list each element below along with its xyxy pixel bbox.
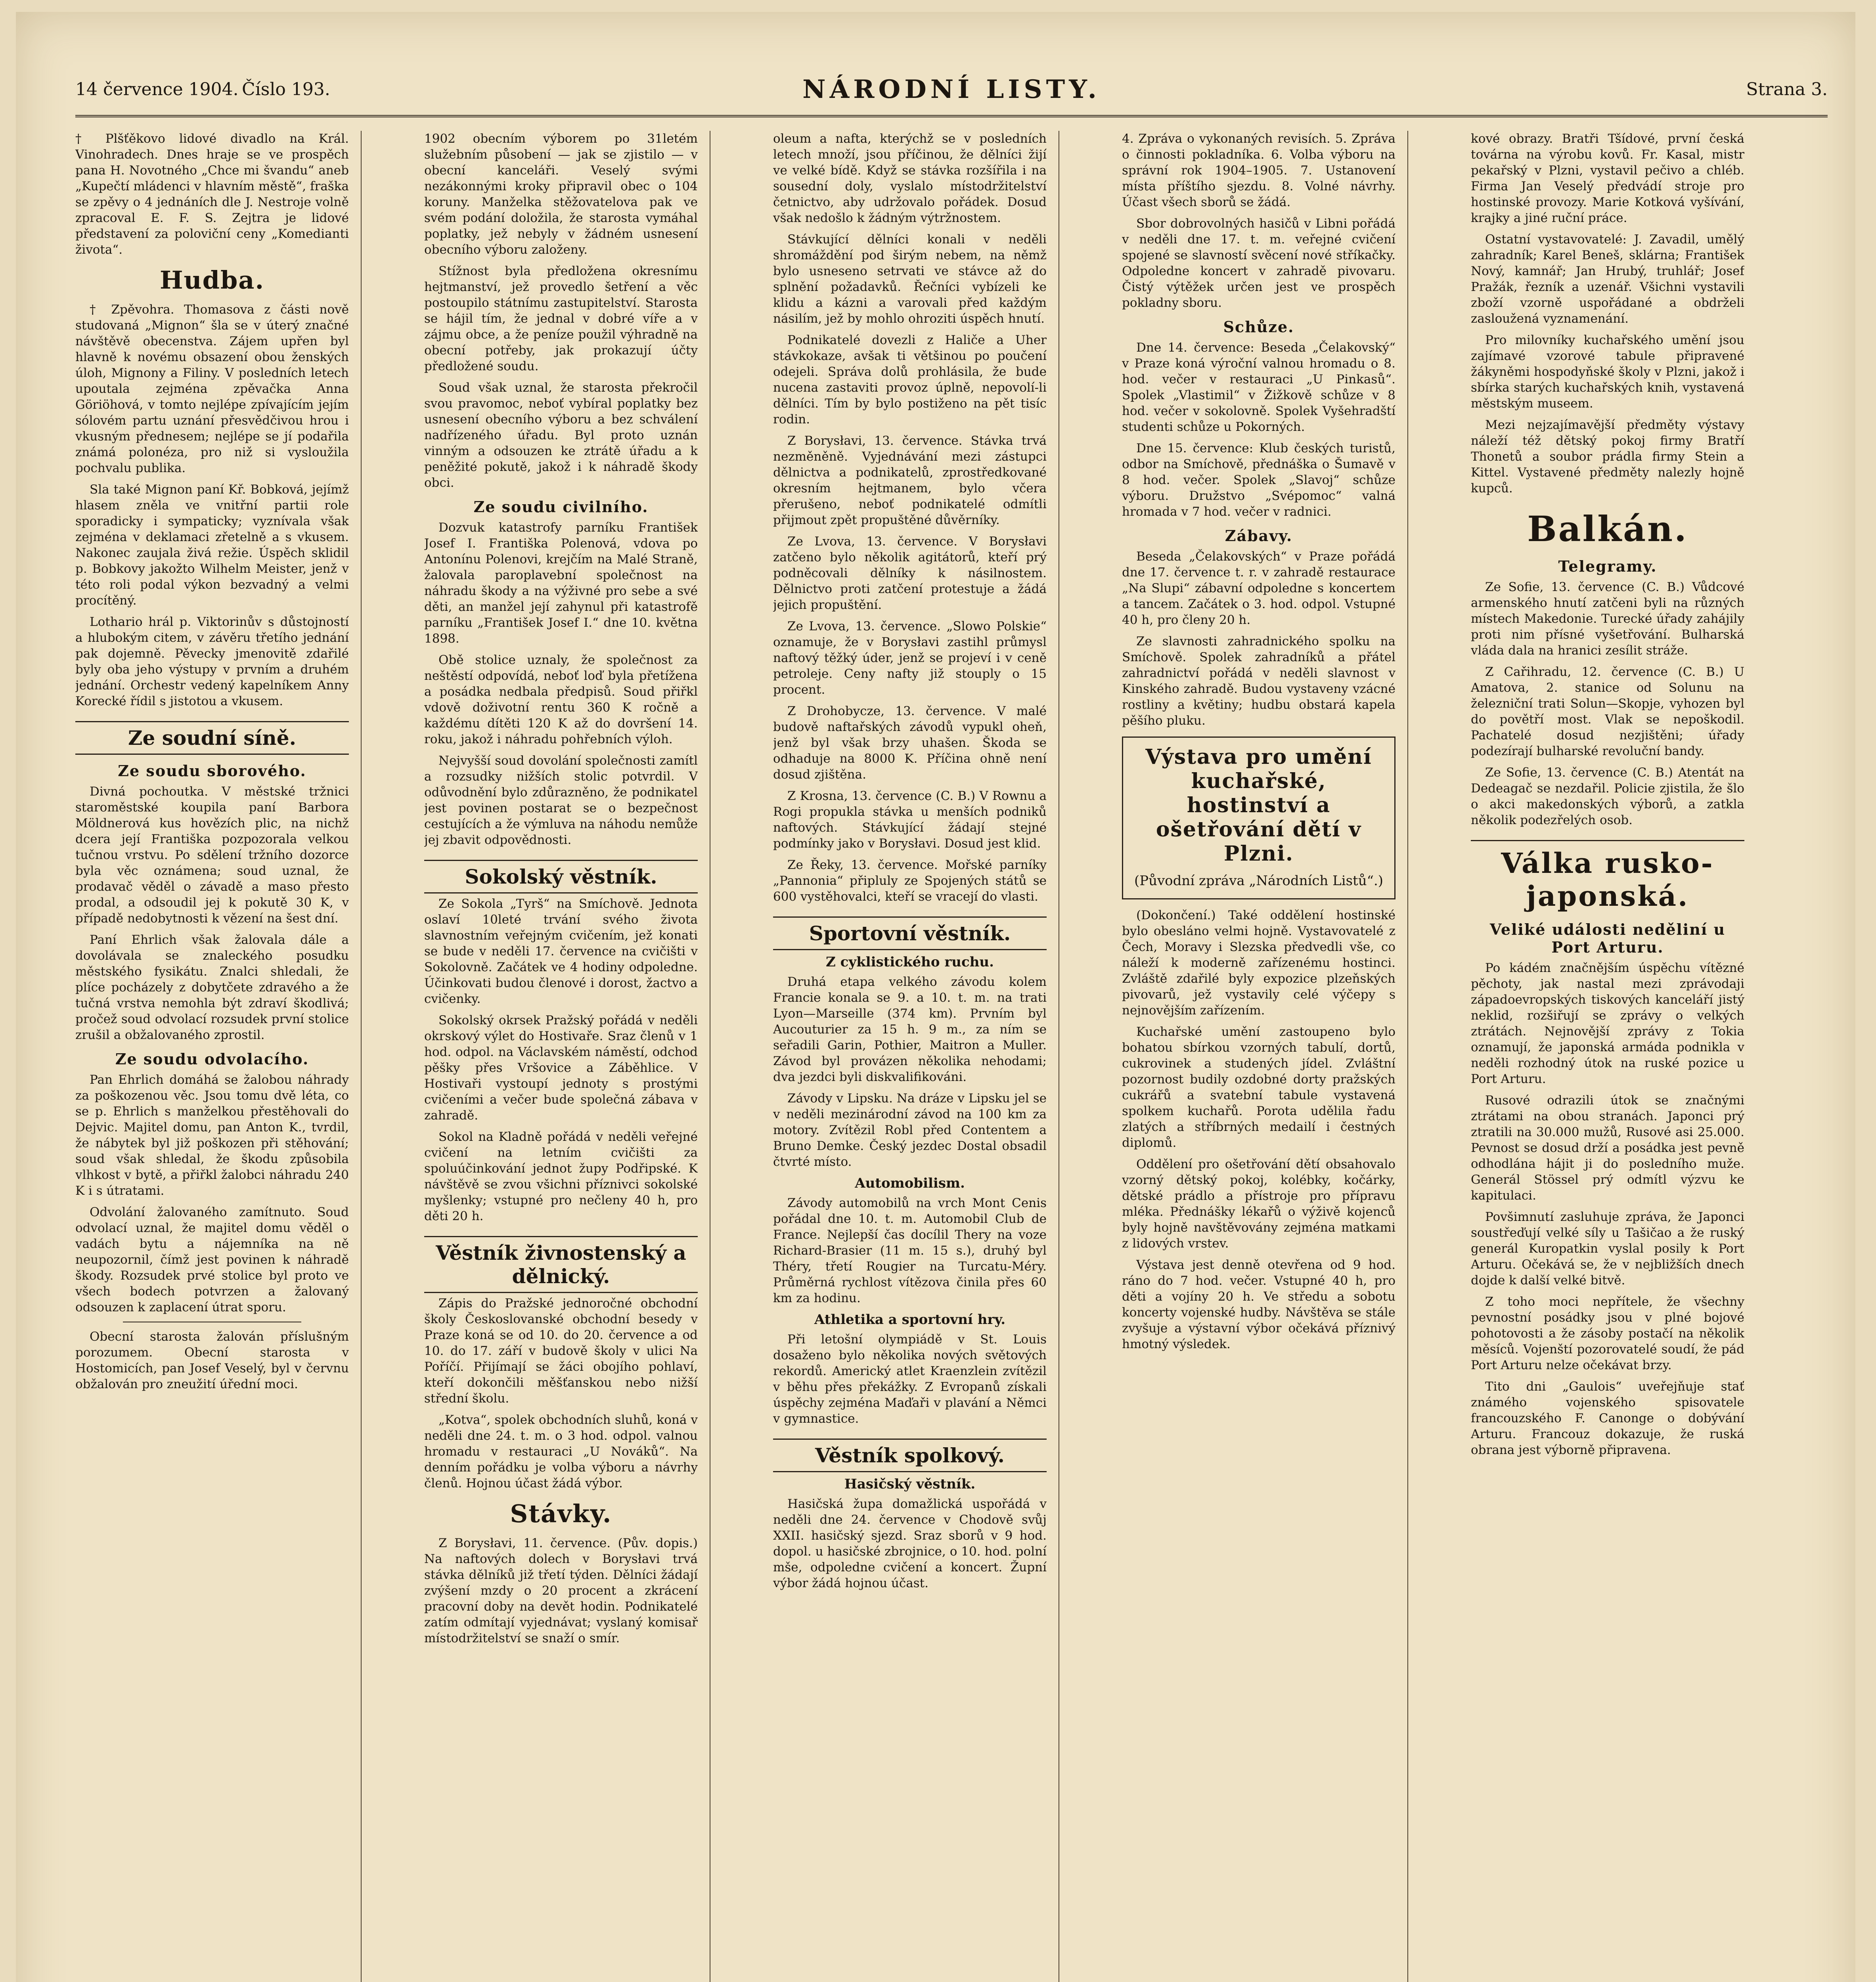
column-rule	[361, 131, 362, 1982]
issue-date: 14 července 1904.	[75, 79, 239, 99]
article-text: Sbor dobrovolných hasičů v Libni pořádá v neděli dne 17. t. m. veřejné cvičení spojené se slavností svěcení nové stříkačky. Odpoledne koncert v zahradě pivovaru. Čistý výtěžek určen jest ve prospěch pokladny sboru.	[1122, 216, 1396, 310]
newspaper-page	[16, 12, 1855, 1982]
article-text: Sokolský okrsek Pražský pořádá v neděli okrskový výlet do Hostivaře. Sraz členů v 1 hod. odpol. na Václavském náměstí, odchod pěšky přes Vršovice a Záběhlice. V Hostivaři vystoupí jednoty s prostými cvičeními a večer bude společná zábava v zahradě.	[424, 1013, 698, 1123]
section-heading-meetings: Schůze.	[1223, 318, 1294, 336]
column-4	[1122, 131, 1396, 1982]
subheading: Automobilism.	[855, 1175, 965, 1191]
article-text: Z toho moci nepřítele, že všechny pevnostní posádky jsou v plné bojové pohotovosti a že zásoby postačí na několik měsíců. Vojenští pozorovatelé soudí, že pád Port Arturu nelze očekávat brzy.	[1471, 1295, 1744, 1372]
section-heading-sokol: Sokolský věstník.	[424, 860, 698, 893]
subheading: Z cyklistického ruchu.	[825, 954, 994, 970]
article-text: Výstava jest denně otevřena od 9 hod. ráno do 7 hod. večer. Vstupné 40 h, pro děti a vojíny 20 h. Ve středu a sobotu koncerty vojenské hudby. Návštěva se stále zvyšuje a výstavní výbor očekává příznivý hmotný výsledek.	[1122, 1258, 1396, 1351]
article-text: Oddělení pro ošetřování dětí obsahovalo vzorný dětský pokoj, kolébky, kočárky, dětské prádlo a přístroje pro přípravu mléka. Přednášky lékařů o výživě kojenců byly hojně navštěvovány zejména matkami z lidových vrstev.	[1122, 1157, 1396, 1251]
article-text: Paní Ehrlich však žalovala dále a dovolávala se znaleckého posudku městského fysikátu. Znalci shledali, že plíce pocházely z dobytčete zdravého a že tučná vrstva nemohla být zdraví škodlivá; pročež soud odvolací rozsudek první stolice zrušil a obžalovaného zprostil.	[75, 933, 349, 1042]
article-text: 1902 obecním výborem po 31letém služebním působení — jak se zjistilo — v obecní kanceláři. Veselý svými nezákonnými kroky připravil obec o 104 koruny. Manželka stěžovatelova pak ve svém podání doložila, že starosta vymáhal poplatky, jež nebyly v žádném usnesení obecního výboru založeny.	[424, 132, 698, 257]
article-text: Dne 14. července: Beseda „Čelakovský“ v Praze koná výroční valnou hromadu o 8. hod. večer v restauraci „U Pinkasů“. Spolek „Vlastimil“ v Žižkově schůze v 8 hod. večer v sokolovně. Spolek Vyšehradští studenti schůze u Pokorných.	[1122, 341, 1396, 434]
article-text: Ostatní vystavovatelé: J. Zavadil, umělý zahradník; Karel Beneš, sklárna; František Nový, kamnář; Jan Hrubý, truhlář; Josef Pražák, řezník a uzenář. Všichni vystavili zboží vzorně uspořádané a obdrželi zasloužená vyznamenání.	[1471, 232, 1744, 326]
article-text: Ze Sokola „Tyrš“ na Smíchově. Jednota oslaví 10leté trvání svého života slavnostním veřejným cvičením, jež konati se bude v neděli 17. července na cvičišti v Sokolovně. Začátek ve 4 hodiny odpoledne. Účinkovati budou členové i dorost, žactvo a cvičenky.	[424, 897, 698, 1006]
subheading: Ze soudu odvolacího.	[115, 1050, 309, 1068]
article-text: Soud však uznal, že starosta překročil svou pravomoc, neboť vybíral poplatky bez usnesení obecního výboru a bez schválení nadřízeného úřadu. Byl proto uznán vinným a odsouzen ke ztrátě úřadu a k peněžité pokutě, jakož i k náhradě škody obci.	[424, 381, 698, 490]
column-2	[424, 131, 698, 1982]
article-text: Ze Sofie, 13. července (C. B.) Vůdcové armenského hnutí zatčeni byli na různých místech Makedonie. Turecké úřady zahájily proti nim přísné vyšetřování. Bulharská vláda dala na hranici zesílit stráže.	[1471, 580, 1744, 658]
exhibition-heading: Výstava pro umění kuchařské, hostinství a ošetřování dětí v Plzni.	[1145, 745, 1372, 866]
column-3	[773, 131, 1047, 1982]
article-text: Pro milovníky kuchařského umění jsou zajímavé vzorové tabule připravené žákyněmi hospodyňské školy v Plzni, jakož i sbírka starých kuchařských knih, vystavená městským museem.	[1471, 333, 1744, 411]
section-heading-strikes: Stávky.	[510, 1499, 612, 1528]
article-text: Lothario hrál p. Viktorinův s důstojností a hlubokým citem, v závěru třetího jednání pak dojemně. Pěvecky jmenovitě zdařilé byly oba jeho výstupy v prvním a druhém jednání. Orchestr vedený kapelníkem Anny Korecké řídil s jistotou a vkusem.	[75, 615, 349, 708]
article-text: Závody automobilů na vrch Mont Cenis pořádal dne 10. t. m. Automobil Club de France. Nejlepší čas docílil Thery na voze Richard-Brasier (11 m. 15 s.), druhý byl Théry, třetí Rougier na Turcatu-Méry. Průměrná rychlost vítězova činila přes 60 km za hodinu.	[773, 1196, 1047, 1305]
article-text: Hasičská župa domažlická uspořádá v neděli dne 24. července v Chodově svůj XXII. hasičský sjezd. Sraz sborů v 9 hod. dopol. u hasičské zbrojnice, o 10. hod. polní mše, odpoledne cvičení a koncert. Župní výbor žádá hojnou účast.	[773, 1497, 1047, 1590]
article-text: Stížnost byla předložena okresnímu hejtmanství, jež provedlo šetření a věc postoupilo státnímu zastupitelství. Starosta se hájil tím, že jednal v dobré víře a v zájmu obce, a že peníze použil výhradně na obecní potřeby, jak prokazují účty předložené soudu.	[424, 264, 698, 373]
article-text: Obě stolice uznaly, že společnost za neštěstí odpovídá, neboť loď byla přetížena a posádka nedbala předpisů. Soud přiřkl vdově doživotní rentu 360 K ročně a každému dítěti 120 K až do dovršení 14. roku, jakož i náhradu pohřebních výloh.	[424, 653, 698, 746]
section-heading-balkan: Balkán.	[1527, 508, 1688, 549]
section-heading-music: Hudba.	[159, 266, 265, 295]
article-text: Sokol na Kladně pořádá v neděli veřejné cvičení na letním cvičišti za spoluúčinkování jednot župy Podřipské. K návštěvě se zvou všichni příznivci sokolské myšlenky; vstupné pro nečleny 40 h, pro děti 20 h.	[424, 1130, 698, 1223]
article-text: Po kádém značnějším úspěchu vítězné pěchoty, jak nastal mezi zprávodaji západoevropských tiskových kanceláří jistý neklid, rozšiřují se zprávy o velkých ztrátách. Nejnovější zprávy z Tokia oznamují, že japonská armáda podnikla v neděli rozhodný útok na ruské pozice u Port Arturu.	[1471, 961, 1744, 1086]
column-5	[1471, 131, 1744, 1982]
article-text: Podnikatelé dovezli z Haliče a Uher stávkokaze, avšak ti většinou po poučení odejeli. Správa dolů prohlásila, že bude nucena zastaviti provoz úplně, nepovolí-li dělníci. Tím by bylo postiženo na pět tisíc rodin.	[773, 333, 1047, 427]
subheading: Ze soudu civilního.	[473, 498, 649, 516]
article-text: Ze Lvova, 13. července. V Borysłavi zatčeno bylo několik agitátorů, kteří prý podněcovali dělníky k násilnostem. Dělnictvo proti zatčení protestuje a žádá jejich propuštění.	[773, 534, 1047, 612]
article-text: Z Cařihradu, 12. července (C. B.) U Amatova, 2. stanice od Solunu na železniční trati Solun—Skopje, vyhozen byl do povětří most. Vlak se nepoškodil. Pachatelé dosud nezjištěni; úřady podezírají bulharské revoluční bandy.	[1471, 665, 1744, 758]
article-text: Mezi nejzajímavější předměty výstavy náleží též dětský pokoj firmy Bratří Thonetů a soubor prádla firmy Stein a Kittel. Vystavené předměty nalezly hojně kupců.	[1471, 418, 1744, 495]
column-rule	[1407, 131, 1408, 1982]
article-text: Z Borysłavi, 11. července. (Pův. dopis.) Na naftových dolech v Borysłavi trvá stávka dělníků již třetí týden. Dělníci žádají zvýšení mzdy o 20 procent a zkrácení pracovní doby na devět hodin. Podnikatelé zatím odmítají vyjednávat; vyslaný komisař místodržitelství se snaží o smír.	[424, 1536, 698, 1645]
issue-number: Číslo 193.	[242, 79, 330, 99]
page-number: Strana 3.	[1746, 79, 1828, 99]
article-text: Odvolání žalovaného zamítnuto. Soud odvolací uznal, že majitel domu věděl o vadách bytu a nájemníka na ně neupozornil, čímž jest povinen k náhradě škody. Rozsudek prvé stolice byl proto ve všech bodech potvrzen a žalovaný odsouzen k zaplacení útrat sporu.	[75, 1205, 349, 1314]
article-text: Nejvyšší soud dovolání společnosti zamítl a rozsudky nižších stolic potvrdil. V odůvodnění bylo zdůrazněno, že podnikatel jest povinen postarat se o bezpečnost cestujících a že výmluva na náhodu nemůže jej zbavit odpovědnosti.	[424, 754, 698, 847]
article-text: kové obrazy. Bratři Tšídové, první česká továrna na výrobu kovů. Fr. Kasal, mistr pekařský v Plzni, vystavil pečivo a chléb. Firma Jan Veselý předvádí stroje pro hostinské provozy. Marie Kotková vyšívání, krajky a jiné ruční práce.	[1471, 132, 1744, 225]
article-text: Rusové odrazili útok se značnými ztrátami na obou stranách. Japonci prý ztratili na 30.000 mužů, Rusové asi 25.000. Pevnost se dosud drží a posádka jest pevně odhodlána hájit ji do posledního muže. Generál Stössel prý odmítl výzvu ke kapitulaci.	[1471, 1093, 1744, 1203]
article-text: Ze Lvova, 13. července. „Slowo Polskie“ oznamuje, že v Borysłavi zastihl průmysl naftový těžký úder, jenž se projeví i v ceně petroleje. Ceny nafty již stouply o 15 procent.	[773, 619, 1047, 697]
article-text: Beseda „Čelakovských“ v Praze pořádá dne 17. července t. r. v zahradě restaurace „Na Slupi“ zábavní odpoledne s koncertem a tancem. Začátek o 3. hod. odpol. Vstupné 40 h, pro členy 20 h.	[1122, 549, 1396, 627]
article-text: Z Krosna, 13. července (C. B.) V Rownu a Rogi propukla stávka u menších podniků naftových. Stávkující žádají stejné podmínky jako v Borysłavi. Dosud jest klid.	[773, 789, 1047, 851]
article-text: Ze Sofie, 13. července (C. B.) Atentát na Dedeagač se nezdařil. Policie zjistila, že šlo o akci makedonských výborů, a zatkla několik podezřelých osob.	[1471, 765, 1744, 827]
section-heading-sport: Sportovní věstník.	[773, 916, 1047, 950]
subheading: Hasičský věstník.	[844, 1476, 976, 1492]
article-text: 4. Zpráva o vykonaných revisích. 5. Zpráva o činnosti pokladníka. 6. Volba výboru na správní rok 1904–1905. 7. Ustanovení místa příštího sjezdu. 8. Volné návrhy. Účast všech sborů se žádá.	[1122, 132, 1396, 209]
article-text: Závody v Lipsku. Na dráze v Lipsku jel se v neděli mezinárodní závod na 100 km za motory. Zvítězil Robl před Contentem a Bruno Demke. Český jezdec Dostal obsadil čtvrté místo.	[773, 1091, 1047, 1169]
article-text: „Kotva“, spolek obchodních sluhů, koná v neděli dne 24. t. m. o 3 hod. odpol. valnou hromadu v restauraci „U Nováků“. Na denním pořádku je volba výboru a návrhy členů. Hojnou účast žádá výbor.	[424, 1413, 698, 1490]
article-text: Zápis do Pražské jednoročné obchodní školy Českoslovanské obchodní besedy v Praze koná se od 10. do 20. července a od 10. do 17. září v budově školy v ulici Na Poříčí. Přijímají se žáci obojího pohlaví, kteří dokončili měšťanskou nebo nižší střední školu.	[424, 1296, 698, 1406]
masthead	[75, 71, 1828, 117]
article-text: Povšimnutí zasluhuje zpráva, že Japonci soustřeďují velké síly u Tašičao a že ruský generál Kuropatkin vyslal posily k Port Arturu. Očekává se, že v nejbližších dnech dojde k další velké bitvě.	[1471, 1210, 1744, 1288]
article-text: Kuchařské umění zastoupeno bylo bohatou sbírkou vzorných tabulí, dortů, cukrovinek a studených jídel. Zvláštní pozornost budily ozdobné dorty pražských cukrářů a svatební tabule vystavená spolkem kuchařů. Porota udělila řadu zlatých a stříbrných medailí i čestných diplomů.	[1122, 1025, 1396, 1150]
subheading: Telegramy.	[1558, 557, 1657, 575]
section-heading-entertainment: Zábavy.	[1225, 527, 1293, 545]
article-text: Druhá etapa velkého závodu kolem Francie konala se 9. a 10. t. m. na trati Lyon—Marseille (374 km). Prvním byl Aucouturier za 15 h. 9 m., za ním se seřadili Garin, Pothier, Maitron a Muller. Závod byl provázen několika nehodami; dva jezdci byli diskvalifikováni.	[773, 975, 1047, 1084]
subheading: Veliké události neděliní u Port Arturu.	[1489, 920, 1726, 956]
column-1	[75, 131, 349, 1982]
article-text: Stávkující dělníci konali v neděli shromáždění pod širým nebem, na němž bylo usneseno setrvati ve stávce až do splnění požadavků. Řečníci vybízeli ke klidu a kázni a varovali před každým násilím, jež by mohlo ohroziti úspěch hnutí.	[773, 232, 1047, 326]
article-text: oleum a nafta, kterýchž se v posledních letech množí, jsou příčinou, že dělníci žijí ve velké bídě. Když se stávka rozšířila i na sousední doly, vyslalo místodržitelství četnictvo, aby udržovalo pořádek. Dosud však nedošlo k žádným výtržnostem.	[773, 132, 1047, 225]
article-text: Sla také Mignon paní Kř. Bobková, jejímž hlasem zněla ve vnitřní partii role sporadicky i sympaticky; vyznívala však zejména v deklamaci zřetelně a s vkusem. Nakonec zaujala živá režie. Úspěch sklidil p. Bobkovy jakožto Wilhelm Meister, jenž v této roli podal výkon bezvadný a velmi procítěný.	[75, 482, 349, 608]
section-heading-trade: Věstník živnostenský a dělnický.	[424, 1236, 698, 1293]
article-text: Z Drohobycze, 13. července. V malé budově naftařských závodů vypukl oheň, jenž byl však brzy uhašen. Škoda se odhaduje na 8000 K. Příčina ohně není dosud zjištěna.	[773, 704, 1047, 782]
article-text: Z Borysłavi, 13. července. Stávka trvá nezměněně. Vyjednávání mezi zástupci dělnictva a podnikatelů, zprostředkované okresním hejtmanem, bylo včera přerušeno, neboť podnikatelé odmítli přijmout zpět propuštěné důvěrníky.	[773, 434, 1047, 527]
section-heading-courts: Ze soudní síně.	[75, 721, 349, 755]
exhibition-box	[1122, 737, 1396, 899]
subheading: Athletika a sportovní hry.	[814, 1312, 1006, 1328]
article-text: Dne 15. července: Klub českých turistů, odbor na Smíchově, přednáška o Šumavě v 8 hod. večer. Spolek „Slavoj“ schůze výboru. Družstvo „Svépomoc“ valná hromada v 7 hod. večer v radnici.	[1122, 441, 1396, 519]
article-text: Při letošní olympiádě v St. Louis dosaženo bylo několika nových světových rekordů. Americký atlet Kraenzlein zvítězil v běhu přes překážky. Z Evropanů získali úspěchy zejména Maďaři v plavání a Němci v gymnastice.	[773, 1332, 1047, 1426]
article-text: † Zpěvohra. Thomasova z části nově studovaná „Mignon“ šla se v úterý značné návštěvě obecenstva. Zájem upřen byl hlavně k novému obsazení obou ženských úloh, Mignony a Filiny. V posledních letech upoutala zejména zpěvačka Anna Göriöhová, v tomto nejlépe zpívajícím jejím sólovém partu uznání přesvědčivou hrou i vkusným přednesem; nejlépe se jí podařila známá polonéza, pro niž si vysloužila pochvalu publika.	[75, 302, 349, 475]
article-text: Divná pochoutka. V městské tržnici staroměstské koupila paní Barbora Möldnerová kus hovězích plic, na nichž dcera její Františka pozpozorala velkou tučnou vrstvu. Po sdělení tržního dozorce byla věc oznámena; soud uznal, že prodavač věděl o závadě a maso přesto prodal, a odsoudil jej k pokutě 30 K, v případě nedobytnosti k vězení na šest dní.	[75, 784, 349, 926]
article-text: (Dokončení.) Také oddělení hostinské bylo obesláno velmi hojně. Vystavovatelé z Čech, Moravy i Slezska předvedli vše, co náleží k moderně zařízenému hostinci. Zvláště zdařilé byly expozice plzeňských pivovarů, jež vystavily celé výčepy s nejnovějším zařízením.	[1122, 908, 1396, 1018]
paper-title: NÁRODNÍ LISTY.	[802, 75, 1101, 104]
article-text: Obecní starosta žalován příslušným porozumem. Obecní starosta v Hostomicích, pan Josef Veselý, byl v červnu obžalován pro zneužití úřední moci.	[75, 1330, 349, 1391]
article-text: Tito dni „Gaulois“ uveřejňuje stať známého vojenského spisovatele francouzského F. Canonge o dobývání Arturu. Francouz dokazuje, že ruská obrana jest výborně připravena.	[1471, 1379, 1744, 1457]
article-text: Dozvuk katastrofy parníku František Josef I. Františka Polenová, vdova po Antonínu Polenovi, krejčím na Malé Straně, žalovala paroplavební společnost na náhradu škody a na výživné pro sebe a své děti, an manžel její zahynul při katastrofě parníku „František Josef I.“ dne 10. května 1898.	[424, 520, 698, 646]
subheading: Ze soudu sborového.	[118, 762, 306, 780]
article-text: Ze Řeky, 13. července. Mořské parníky „Pannonia“ připluly ze Spojených států se 600 vystěhovalci, kteří se vracejí do vlasti.	[773, 858, 1047, 904]
section-heading-associations: Věstník spolkový.	[773, 1439, 1047, 1472]
article-text: † Plšťěkovo lidové divadlo na Král. Vinohradech. Dnes hraje se ve prospěch pana H. Novotného „Chce mi švandu“ aneb „Kupečtí mládenci v hlavním městě“, fraška se zpěvy o 4 jednáních dle J. Nestroje volně zpracoval E. F. S. Zejtra je lidové představení za poloviční ceny „Komedianti života“.	[75, 132, 349, 257]
article-text: Ze slavnosti zahradnického spolku na Smíchově. Spolek zahradníků a přátel zahradnictví pořádá v neděli slavnost v Kinského zahradě. Budou vystaveny vzácné rostliny a květiny; hudbu obstará kapela pěšího pluku.	[1122, 634, 1396, 728]
section-heading-war: Válka rusko-japonská.	[1471, 840, 1744, 913]
article-text: Pan Ehrlich domáhá se žalobou náhrady za poškozenou věc. Jsou tomu dvě léta, co se p. Ehrlich s manželkou přestěhovali do Dejvic. Majitel domu, pan Anton K., tvrdil, že nábytek byl již poškozen při stěhování; soud však shledal, že škodu způsobila vlhkost v bytě, a přiřkl žalobci náhradu 240 K i s útratami.	[75, 1073, 349, 1198]
exhibition-credit: (Původní zpráva „Národních Listů“.)	[1134, 873, 1384, 889]
